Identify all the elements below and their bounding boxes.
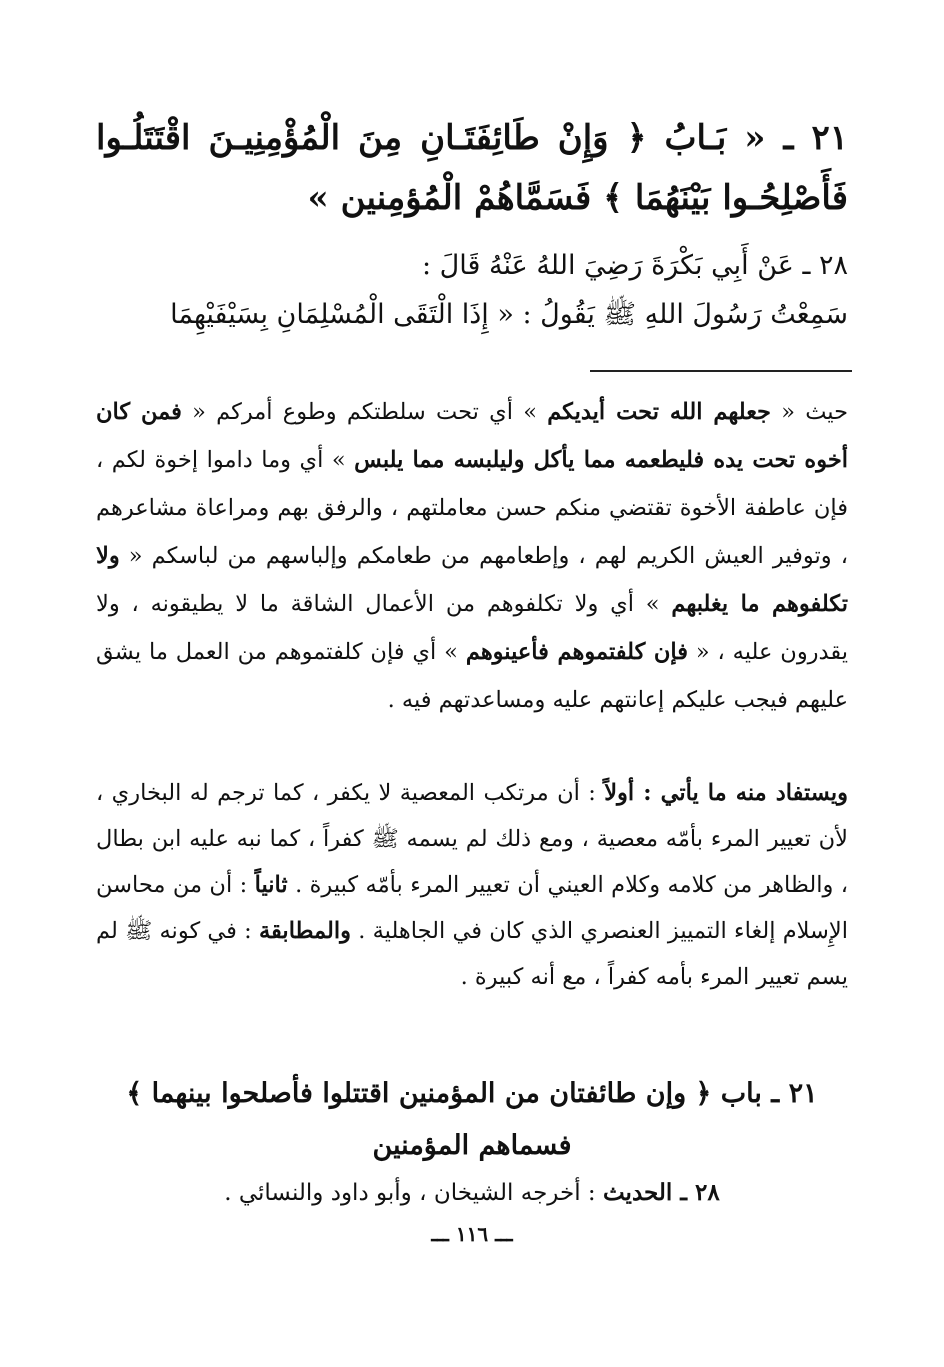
commentary-bold: ولا تكلفوهم ما يغلبهم	[96, 543, 848, 617]
chapter-heading: ٢١ ـ « بَـابُ ﴿ وَإِنْ طَائِفَتَـانِ مِنَ الْمُؤْمِنِيـنَ اقْتَتَلُـوا فَأَصْلِحُـوا بَيْنَهُمَا ﴾ فَسَمَّاهُمْ الْمُؤمِنين »	[96, 118, 848, 218]
commentary-paragraph	[96, 388, 848, 724]
commentary-bold: فمن كان أخوه تحت يده فليطعمه مما يأكل وليلبسه مما يلبس	[96, 399, 848, 473]
commentary-text: » أي تحت سلطتكم وطوع أمركم «	[181, 399, 548, 425]
lessons-text: : أن من محاسن الإِسلام إلغاء التمييز العنصري الذي كان في الجاهلية .	[96, 872, 848, 944]
hadith-intro: ٢٨ ـ عَنْ أَبِي بَكْرَةَ رَضِيَ اللهُ عَنْهُ قَالَ :	[421, 250, 848, 281]
lessons-text: : أن مرتكب المعصية لا يكفر ، كما ترجم له البخاري ، لأن تعيير المرء بأمّه معصية ، ومع ذلك لم يسمه ﷺ كفراً ، كما نبه عليه ابن بطال ، والظاهر من كلامه وكلام العيني أن تعيير المرء بأمّه كبيرة .	[96, 780, 849, 898]
reference-note-text: : أخرجه الشيخان ، وأبو داود والنسائي .	[224, 1180, 603, 1206]
lessons-bold: ويستفاد منه ما يأتي : أولاً	[604, 780, 848, 806]
commentary-bold: فإن كلفتموهم فأعينوهم	[465, 639, 688, 665]
commentary-text: حيث «	[770, 399, 848, 425]
commentary-text: » أي فإن كلفتموهم من العمل ما يشق عليهم فيجب عليكم إعانتهم عليه ومساعدتهم فيه .	[96, 639, 848, 713]
reference-note-label: ٢٨ ـ الحديث	[602, 1179, 720, 1206]
lessons-bold: ثانياً	[254, 872, 288, 898]
reference-heading: ٢١ ـ باب ﴿ وإن طائفتان من المؤمنين اقتتلوا فأصلحوا بينهما ﴾ فسماهم المؤمنين	[126, 1078, 818, 1161]
commentary-bold: جعلهم الله تحت أيديكم	[547, 399, 771, 425]
commentary-text: » أي وما داموا إخوة لكم ، فإن عاطفة الأخوة تقتضي منكم حسن معاملتهم ، والرفق بهم ومراعاة مشاعرهم ، وتوفير العيش الكريم لهم ، وإطعامهم من طعامكم وإلباسهم من لباسكم «	[96, 447, 848, 569]
footnote-divider	[590, 370, 852, 372]
lessons-paragraph	[96, 770, 848, 1000]
commentary-text: » أي ولا تكلفوهم من الأعمال الشاقة ما لا يطيقونه ، ولا يقدرون عليه ، «	[96, 591, 849, 665]
page-number: ـــ ١١٦ ـــ	[431, 1222, 513, 1246]
lessons-text: : في كونه ﷺ لم يسم تعيير المرء بأمه كفراً ، مع أنه كبيرة .	[96, 918, 848, 990]
hadith-text: سَمِعْتُ رَسُولَ اللهِ ﷺ يَقُولُ : « إِذَا الْتَقَى الْمُسْلِمَانِ بِسَيْفَيْهِمَا	[170, 299, 848, 330]
reference-note	[96, 1173, 848, 1213]
lessons-bold: والمطابقة	[258, 918, 351, 944]
